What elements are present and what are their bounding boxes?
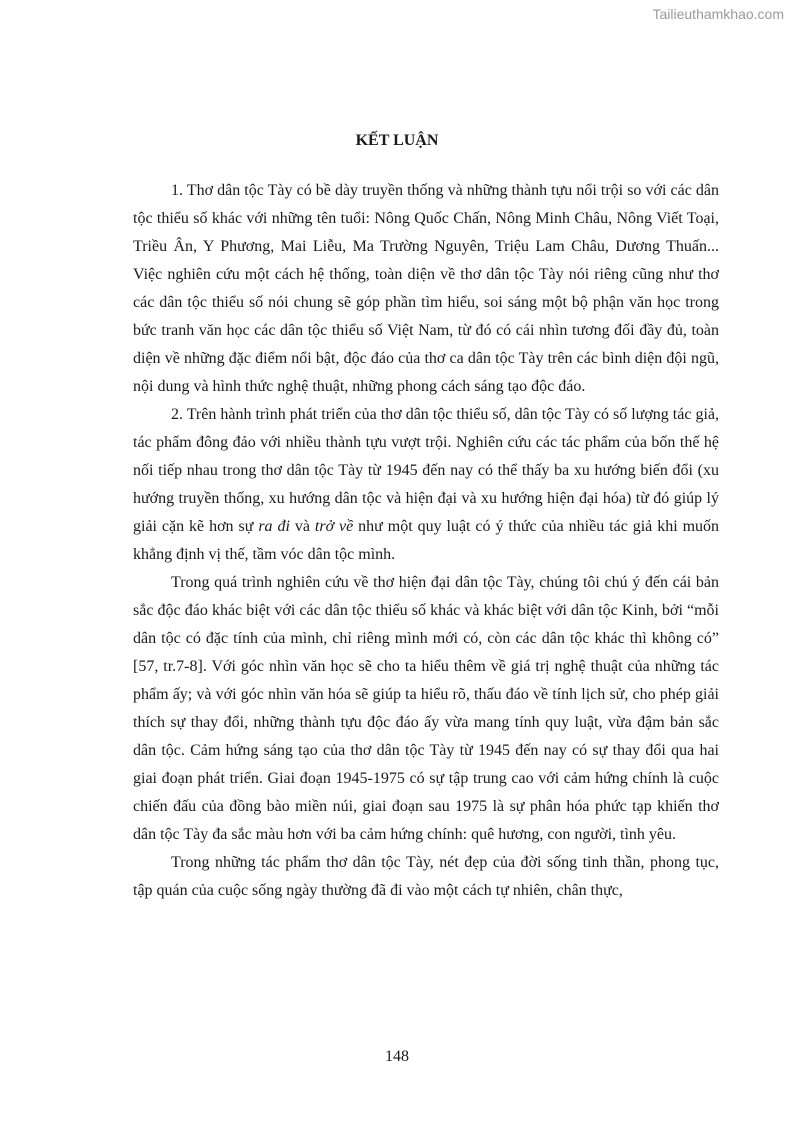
- document-body: [133, 177, 719, 905]
- paragraph-3: Trong quá trình nghiên cứu về thơ hiện đại dân tộc Tày, chúng tôi chú ý đến cái bản sắc độc đáo khác biệt với các dân tộc thiểu số khác và khác biệt với dân tộc Kinh, bởi “mỗi dân tộc có đặc tính của mình, chỉ riêng mình mới có, còn các dân tộc khác thì không có” [57, tr.7-8]. Với góc nhìn văn học sẽ cho ta hiểu thêm về giá trị nghệ thuật của những tác phẩm ấy; và với góc nhìn văn hóa sẽ giúp ta hiểu rõ, thấu đáo về tính lịch sử, cho phép giải thích sự thay đổi, những thành tựu độc đáo ấy vừa mang tính quy luật, vừa đậm bản sắc dân tộc. Cảm hứng sáng tạo của thơ dân tộc Tày từ 1945 đến nay có sự thay đổi qua hai giai đoạn phát triển. Giai đoạn 1945-1975 có sự tập trung cao với cảm hứng chính là cuộc chiến đấu của đồng bào miền núi, giai đoạn sau 1975 là sự phân hóa phức tạp khiến thơ dân tộc Tày đa sắc màu hơn với ba cảm hứng chính: quê hương, con người, tình yêu.: [133, 574, 719, 843]
- paragraph-4: Trong những tác phẩm thơ dân tộc Tày, nét đẹp của đời sống tinh thần, phong tục, tập quán của cuộc sống ngày thường đã đi vào một cách tự nhiên, chân thực,: [133, 854, 719, 899]
- page-title: KẾT LUẬN: [355, 132, 439, 149]
- emphasis-tro-ve: trở về: [314, 518, 354, 535]
- paragraph-2: [133, 401, 719, 569]
- paragraph-1: 1. Thơ dân tộc Tày có bề dày truyền thống và những thành tựu nổi trội so với các dân tộc thiểu số khác với những tên tuổi: Nông Quốc Chấn, Nông Minh Châu, Nông Viết Toại, Triều Ân, Y Phương, Mai Liễu, Ma Trường Nguyên, Triệu Lam Châu, Dương Thuấn... Việc nghiên cứu một cách hệ thống, toàn diện về thơ dân tộc Tày nói riêng cũng như thơ các dân tộc thiểu số nói chung sẽ góp phần tìm hiểu, soi sáng một bộ phận văn học trong bức tranh văn học các dân tộc thiểu số Việt Nam, từ đó có cái nhìn tương đối đầy đủ, toàn diện về những đặc điểm nổi bật, độc đáo của thơ ca dân tộc Tày trên các bình diện đội ngũ, nội dung và hình thức nghệ thuật, những phong cách sáng tạo độc đáo.: [133, 182, 719, 395]
- page-number: 148: [385, 1048, 409, 1065]
- paragraph-2-part-1: 2. Trên hành trình phát triển của thơ dân tộc thiểu số, dân tộc Tày có số lượng tác giả, tác phẩm đông đảo với nhiều thành tựu vượt trội. Nghiên cứu các tác phẩm của bốn thế hệ nối tiếp nhau trong thơ dân tộc Tày từ 1945 đến nay có thể thấy ba xu hướng biến đổi (xu hướng truyền thống, xu hướng dân tộc và hiện đại và xu hướng hiện đại hóa) từ đó giúp lý giải cặn kẽ hơn sự: [133, 406, 719, 535]
- paragraph-2-part-2: và: [289, 518, 315, 535]
- watermark: Tailieuthamkhao.com: [652, 6, 784, 22]
- paragraph-2-part-3: như một quy luật có ý thức của nhiều tác giả khi muốn khẳng định vị thế, tầm vóc dân tộc mình.: [133, 518, 720, 563]
- emphasis-ra-di: ra đi: [258, 518, 290, 535]
